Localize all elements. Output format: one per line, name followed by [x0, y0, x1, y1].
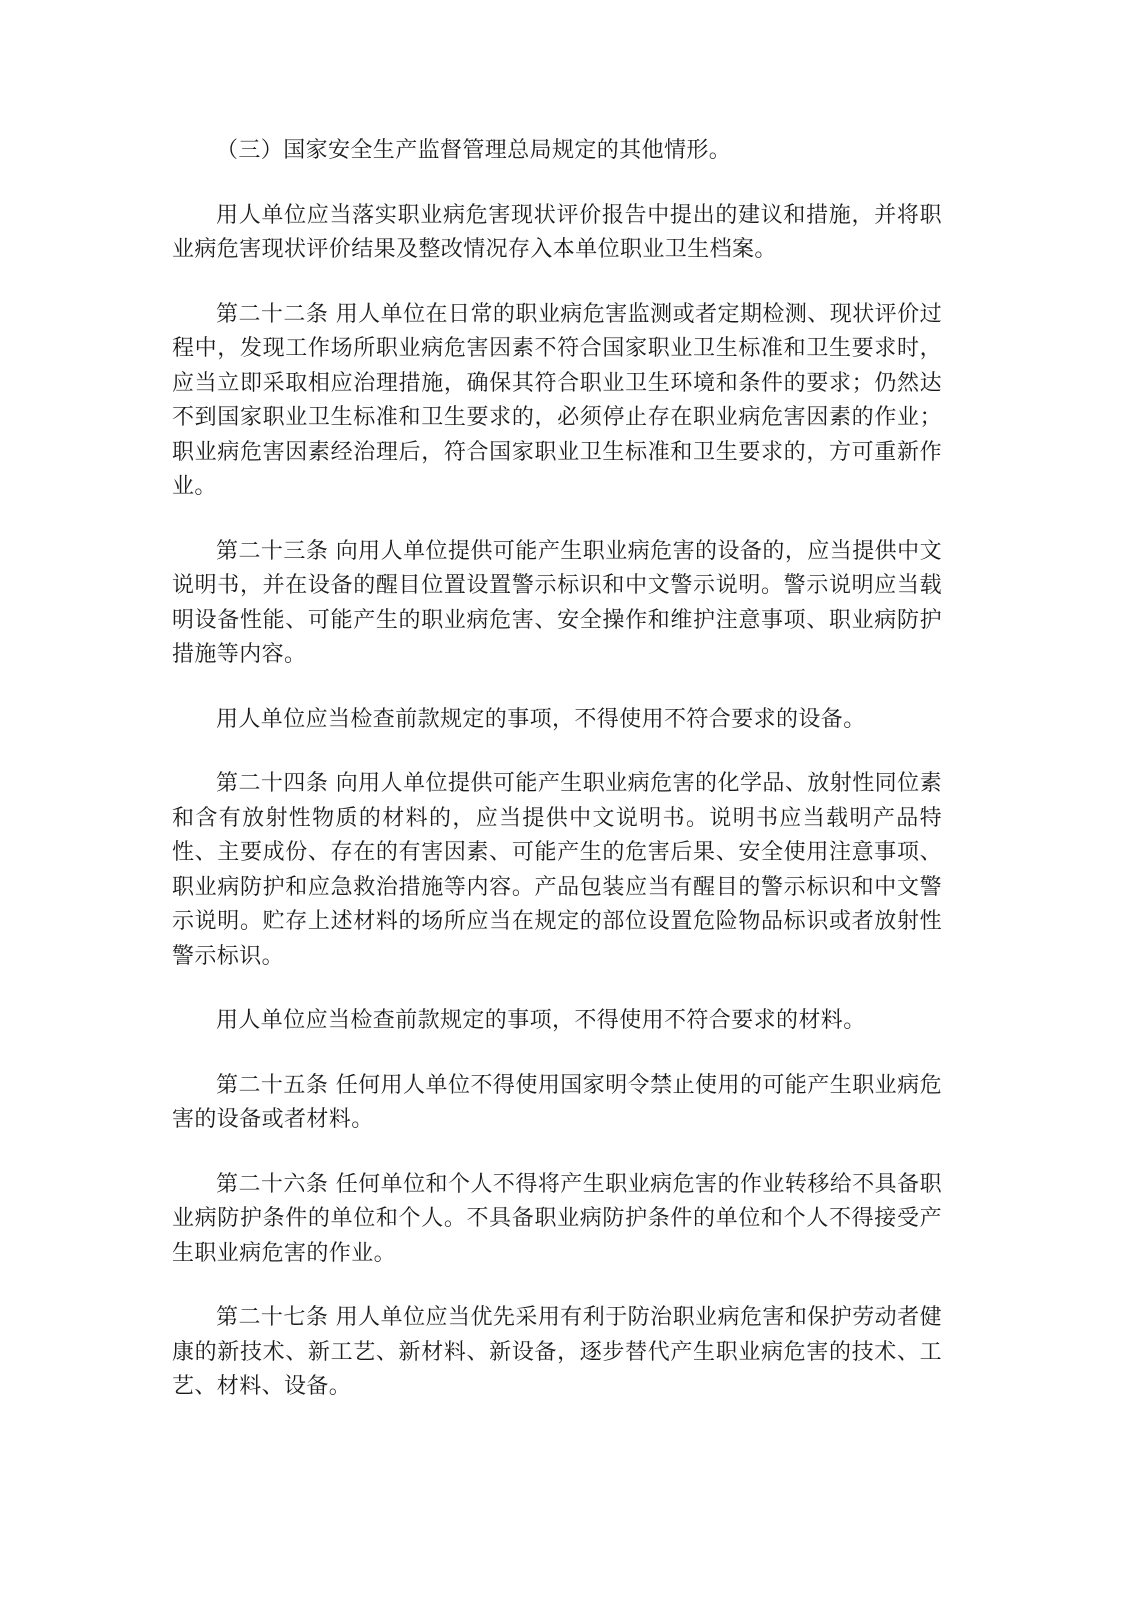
document-body: [172, 134, 942, 1435]
article-23: 第二十三条 向用人单位提供可能产生职业病危害的设备的，应当提供中文说明书，并在设备的醒目位置设置警示标识和中文警示说明。警示说明应当载明设备性能、可能产生的职业病危害、安全操作和维护注意事项、职业病防护措施等内容。: [172, 538, 942, 667]
paragraph-item-3: （三）国家安全生产监督管理总局规定的其他情形。: [216, 138, 732, 163]
paragraph-check-equipment: 用人单位应当检查前款规定的事项，不得使用不符合要求的设备。: [216, 706, 866, 732]
article-25: 第二十五条 任何用人单位不得使用国家明令禁止使用的可能产生职业病危害的设备或者材料。: [172, 1072, 942, 1132]
article-22: 第二十二条 用人单位在日常的职业病危害监测或者定期检测、现状评价过程中，发现工作场所职业病危害因素不符合国家职业卫生标准和卫生要求时，应当立即采取相应治理措施，确保其符合职业卫生环境和条件的要求；仍然达不到国家职业卫生标准和卫生要求的，必须停止存在职业病危害因素的作业；职业病危害因素经治理后，符合国家职业卫生标准和卫生要求的，方可重新作业。: [172, 301, 942, 499]
paragraph-implementation: 用人单位应当落实职业病危害现状评价报告中提出的建议和措施，并将职业病危害现状评价结果及整改情况存入本单位职业卫生档案。: [172, 202, 942, 262]
article-26: 第二十六条 任何单位和个人不得将产生职业病危害的作业转移给不具备职业病防护条件的单位和个人。不具备职业病防护条件的单位和个人不得接受产生职业病危害的作业。: [172, 1171, 942, 1266]
article-27: 第二十七条 用人单位应当优先采用有利于防治职业病危害和保护劳动者健康的新技术、新工艺、新材料、新设备，逐步替代产生职业病危害的技术、工艺、材料、设备。: [172, 1305, 942, 1399]
article-24: 第二十四条 向用人单位提供可能产生职业病危害的化学品、放射性同位素和含有放射性物质的材料的，应当提供中文说明书。说明书应当载明产品特性、主要成份、存在的有害因素、可能产生的危害后果、安全使用注意事项、职业病防护和应急救治措施等内容。产品包装应当有醒目的警示标识和中文警示说明。贮存上述材料的场所应当在规定的部位设置危险物品标识或者放射性警示标识。: [172, 771, 942, 969]
paragraph-check-materials: 用人单位应当检查前款规定的事项，不得使用不符合要求的材料。: [216, 1008, 866, 1033]
